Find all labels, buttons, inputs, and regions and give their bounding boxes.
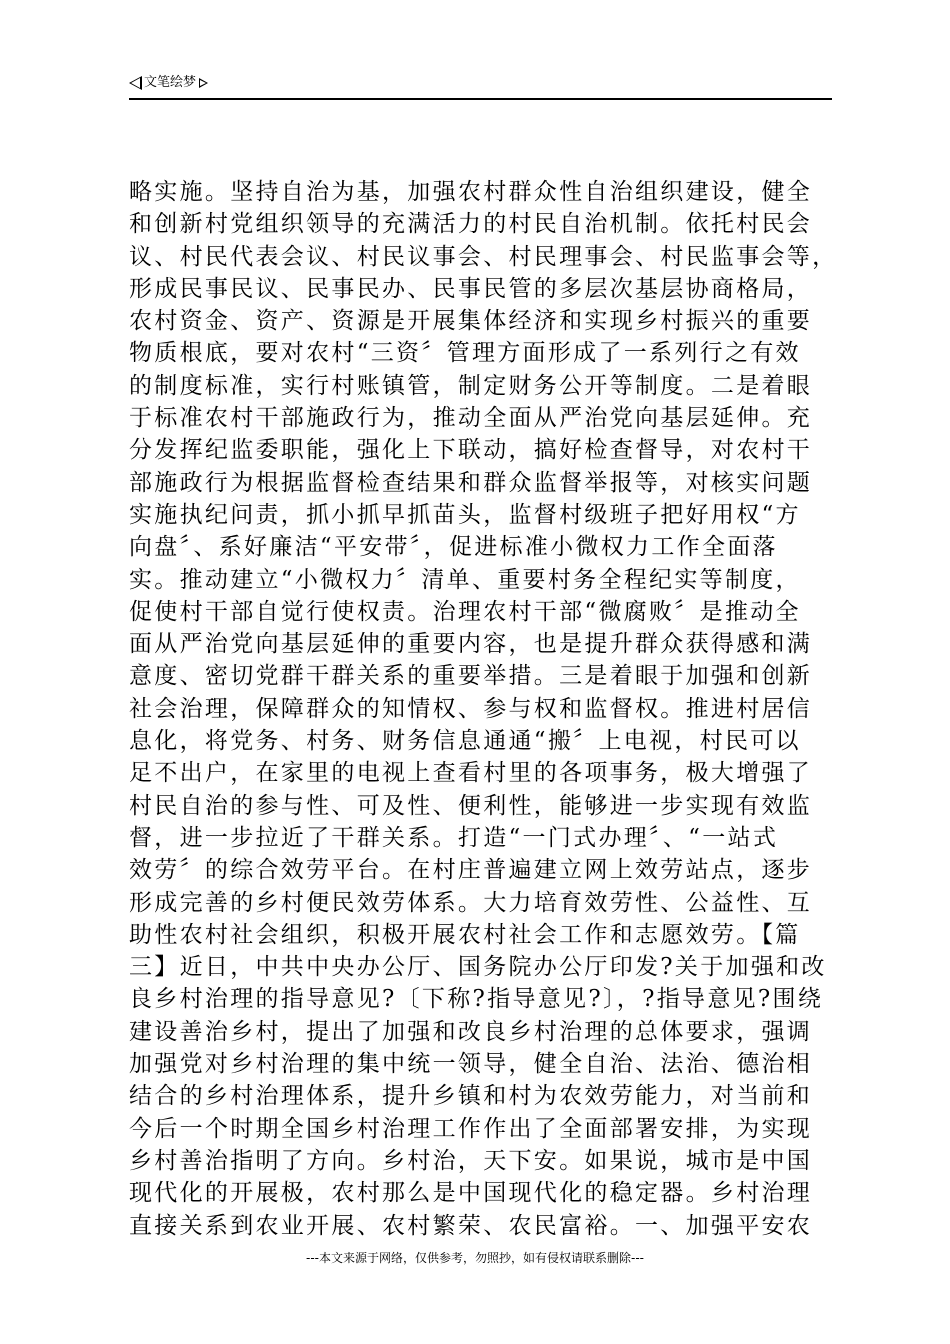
body-line: 部施政行为根据监督检查结果和群众监督举报等，对核实问题	[129, 469, 813, 496]
body-line: 加强党对乡村治理的集中统一领导，健全自治、法治、德治相	[129, 1051, 813, 1078]
body-line: 直接关系到农业开展、农村繁荣、农民富裕。一、加强平安农	[129, 1212, 813, 1239]
body-line: 三】近日，中共中央办公厅、国务院办公厅印发?关于加强和改	[129, 954, 827, 981]
body-line: 物质根底，要对农村“三资〞管理方面形成了一系列行之有效	[129, 340, 801, 367]
body-line: 足不出户，在家里的电视上查看村里的各项事务，极大增强了	[129, 760, 813, 787]
body-line: 促使村干部自觉行使权责。治理农村干部“微腐败〞是推动全	[129, 598, 801, 625]
body-line: 督，进一步拉近了干群关系。打造“一门式办理〞、“一站式	[129, 824, 779, 851]
body-line: 形成完善的乡村便民效劳体系。大力培育效劳性、公益性、互	[129, 889, 813, 916]
body-line: 息化，将党务、村务、财务信息通通“搬〞上电视，村民可以	[129, 728, 801, 755]
body-line: 社会治理，保障群众的知情权、参与权和监督权。推进村居信	[129, 695, 813, 722]
body-line: 面从严治党向基层延伸的重要内容，也是提升群众获得感和满	[129, 631, 813, 658]
body-line: 效劳〞的综合效劳平台。在村庄普遍建立网上效劳站点，逐步	[129, 857, 813, 884]
body-line: 助性农村社会组织，积极开展农村社会工作和志愿效劳。【篇	[129, 921, 801, 948]
body-line: 形成民事民议、民事民办、民事民管的多层次基层协商格局，	[129, 275, 813, 302]
body-line: 今后一个时期全国乡村治理工作作出了全面部署安排，为实现	[129, 1115, 813, 1142]
header-title: 文笔绘梦	[144, 75, 197, 90]
body-line: 建设善治乡村，提出了加强和改良乡村治理的总体要求，强调	[129, 1018, 813, 1045]
document-body	[129, 176, 838, 1242]
body-line: 农村资金、资产、资源是开展集体经济和实现乡村振兴的重要	[129, 308, 813, 335]
body-line: 略实施。坚持自治为基，加强农村群众性自治组织建设，健全	[129, 179, 813, 205]
body-line: 实施执纪问责，抓小抓早抓苗头，监督村级班子把好用权“方	[129, 501, 801, 528]
left-triangle-icon	[129, 76, 142, 90]
body-line: 村民自治的参与性、可及性、便利性，能够进一步实现有效监	[129, 792, 813, 819]
body-line: 的制度标准，实行村账镇管，制定财务公开等制度。二是着眼	[129, 372, 813, 399]
body-line: 实。推动建立“小微权力〞清单、重要村务全程纪实等制度，	[129, 566, 801, 593]
body-line: 良乡村治理的指导意见?〔下称?指导意见?〕，?指导意见?围绕	[129, 986, 824, 1013]
body-line: 于标准农村干部施政行为，推动全面从严治党向基层延伸。充	[129, 405, 813, 432]
page-footer-notice: ---本文来源于网络，仅供参考，勿照抄，如有侵权请联系删除---	[306, 1251, 644, 1265]
page-header	[129, 74, 832, 100]
body-line: 意度、密切党群干群关系的重要举措。三是着眼于加强和创新	[129, 663, 813, 690]
header-logo	[129, 74, 208, 92]
body-line: 现代化的开展极，农村那么是中国现代化的稳定器。乡村治理	[129, 1180, 813, 1207]
body-line: 乡村善治指明了方向。乡村治，天下安。如果说，城市是中国	[129, 1147, 813, 1174]
body-line: 分发挥纪监委职能，强化上下联动，搞好检查督导，对农村干	[129, 437, 813, 464]
body-line: 和创新村党组织领导的充满活力的村民自治机制。依托村民会	[129, 211, 813, 238]
body-line: 向盘〞、系好廉洁“平安带〞，促进标准小微权力工作全面落	[129, 534, 778, 561]
body-line: 议、村民代表会议、村民议事会、村民理事会、村民监事会等，	[129, 243, 838, 270]
right-triangle-icon	[199, 78, 208, 88]
body-line: 结合的乡村治理体系，提升乡镇和村为农效劳能力，对当前和	[129, 1083, 813, 1110]
